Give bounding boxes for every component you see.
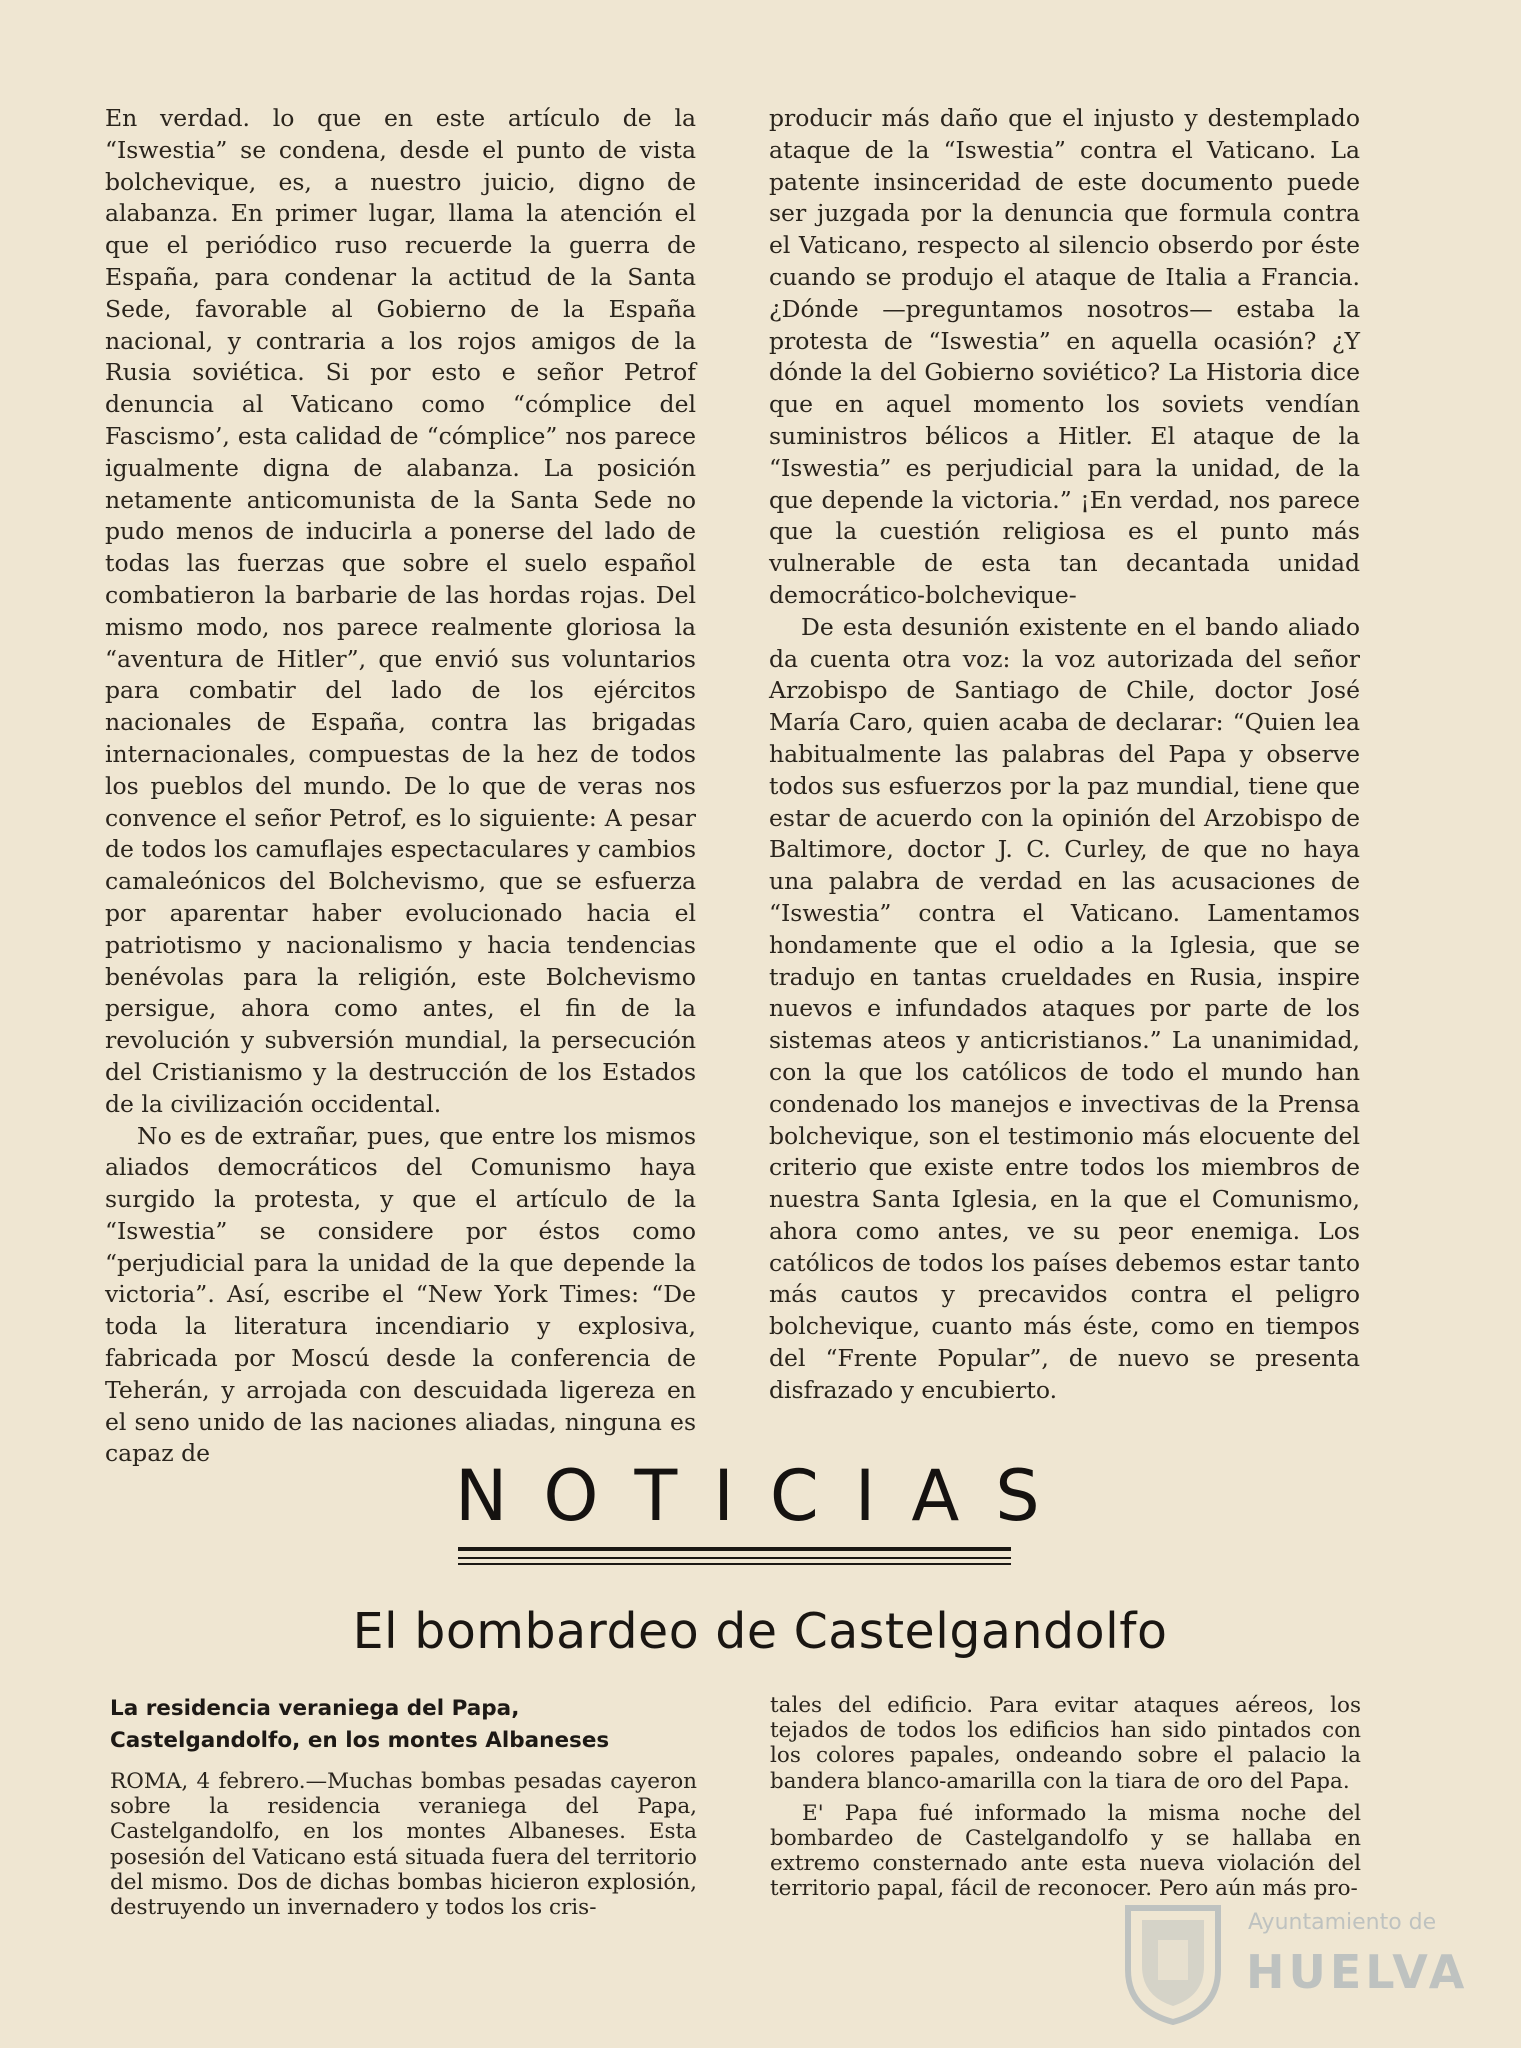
title-rule-thin bbox=[458, 1563, 1011, 1565]
article-headline: El bombardeo de Castelgandolfo bbox=[352, 1603, 1168, 1660]
paragraph: producir más daño que el injusto y destemplado ataque de la “Iswestia” contra el Vaticano. La patente insinceridad de este documento puede ser juzgada por la denuncia que formula contra el Vaticano, respecto al silencio obserdo por éste cuando se produjo el ataque de Italia a Francia. ¿Dónde —preguntamos nosotros— estaba la protesta de “Iswestia” en aquella ocasión? ¿Y dónde la del Gobierno soviético? La Historia dice que en aquel momento los soviets vendían suministros bélicos a Hitler. El ataque de la “Iswestia” es perjudicial para la unidad, de la que depende la victoria.” ¡En verdad, nos parece que la cuestión religiosa es el punto más vulnerable de esta tan decantada unidad democrático-bolchevique- bbox=[769, 104, 1360, 609]
paragraph: En verdad. lo que en este artículo de la “Iswestia” se condena, desde el punto de vista bolchevique, es, a nuestro juicio, digno de alabanza. En primer lugar, llama la atención el que el periódico ruso recuerde la guerra de España, para condenar la actitud de la Santa Sede, favorable al Gobierno de la España nacional, y contraria a los rojos amigos de la Rusia soviética. Si por esto e señor Petrof denuncia al Vaticano como “cómplice del Fascismo’, esta calidad de “cómplice” nos parece igualmente digna de alabanza. La posición netamente anticomunista de la Santa Sede no pudo menos de inducirla a ponerse del lado de todas las fuerzas que sobre el suelo español combatieron la barbarie de las hordas rojas. Del mismo modo, nos parece realmente gloriosa la “aventura de Hitler”, que envió sus voluntarios para combatir del lado de los ejércitos nacionales de España, contra las brigadas internacionales, compuestas de la hez de todos los pueblos del mundo. De lo que de veras nos convence el señor Petrof, es lo siguiente: A pesar de todos los camuflajes espectaculares y cambios camaleónicos del Bolchevismo, que se esfuerza por aparentar haber evolucionado hacia el patriotismo y nacionalismo y hacia tendencias benévolas para la religión, este Bolchevismo persigue, ahora como antes, el fin de la revolución y subversión mundial, la persecución del Cristianismo y la destrucción de los Estados de la civilización occidental. bbox=[105, 104, 696, 1118]
title-rule-thin bbox=[458, 1557, 1011, 1559]
paragraph: ROMA, 4 febrero.—Muchas bombas pesadas cayeron sobre la residencia veraniega del Papa, Castelgandolfo, en los montes Albaneses. Esta posesión del Vaticano está situada fuera del territorio del mismo. Dos de dichas bombas hicieron explosión, destruyendo un invernadero y todos los cris- bbox=[110, 1769, 697, 1921]
article-subheading: La residencia veraniega del Papa, Castelgandolfo, en los montes Albaneses bbox=[110, 1696, 610, 1753]
paragraph: tales del edificio. Para evitar ataques aéreos, los tejados de todos los edificios han sido pintados con los colores papales, ondeando sobre el palacio la bandera blanco-amarilla con la tiara de oro del Papa. bbox=[770, 1693, 1361, 1794]
top-left-column bbox=[105, 103, 696, 1470]
paragraph: No es de extrañar, pues, que entre los mismos aliados democráticos del Comunismo haya surgido la protesta, y que el artículo de la “Iswestia” se considere por éstos como “perjudicial para la unidad de la que depende la victoria”. Así, escribe el “New York Times: “De toda la literatura incendiario y explosiva, fabricada por Moscú desde la conferencia de Teherán, y arrojada con descuidada ligereza en el seno unido de las naciones aliadas, ninguna es capaz de bbox=[105, 1121, 696, 1468]
top-right-column bbox=[769, 103, 1360, 1407]
shield-crest-icon bbox=[1118, 1900, 1228, 2025]
bottom-right-column bbox=[770, 1693, 1361, 1902]
watermark-main-text: HUELVA bbox=[1246, 1945, 1469, 1999]
archive-watermark bbox=[1118, 1900, 1478, 2030]
section-title: NOTICIAS bbox=[455, 1455, 1076, 1537]
bottom-left-column bbox=[110, 1769, 697, 1920]
title-rule-thick bbox=[458, 1547, 1011, 1551]
paragraph: E' Papa fué informado la misma noche del bombardeo de Castelgandolfo y se hallaba en extremo consternado ante esta nueva violación del territorio papal, fácil de reconocer. Pero aún más pro- bbox=[770, 1800, 1361, 1902]
watermark-top-text: Ayuntamiento de bbox=[1248, 1910, 1437, 1935]
paragraph: De esta desunión existente en el bando aliado da cuenta otra voz: la voz autorizada del señor Arzobispo de Santiago de Chile, doctor José María Caro, quien acaba de declarar: “Quien lea habitualmente las palabras del Papa y observe todos sus esfuerzos por la paz mundial, tiene que estar de acuerdo con la opinión del Arzobispo de Baltimore, doctor J. C. Curley, de que no haya una palabra de verdad en las acusaciones de “Iswestia” contra el Vaticano. Lamentamos hondamente que el odio a la Iglesia, que se tradujo en tantas crueldades en Rusia, inspire nuevos e infundados ataques por parte de los sistemas ateos y anticristianos.” La unanimidad, con la que los católicos de todo el mundo han condenado los manejos e invectivas de la Prensa bolchevique, son el testimonio más elocuente del criterio que existe entre todos los miembros de nuestra Santa Iglesia, en la que el Comunismo, ahora como antes, ve su peor enemiga. Los católicos de todos los países debemos estar tanto más cautos y precavidos contra el peligro bolchevique, cuanto más éste, como en tiempos del “Frente Popular”, de nuevo se presenta disfrazado y encubierto. bbox=[769, 612, 1360, 1404]
